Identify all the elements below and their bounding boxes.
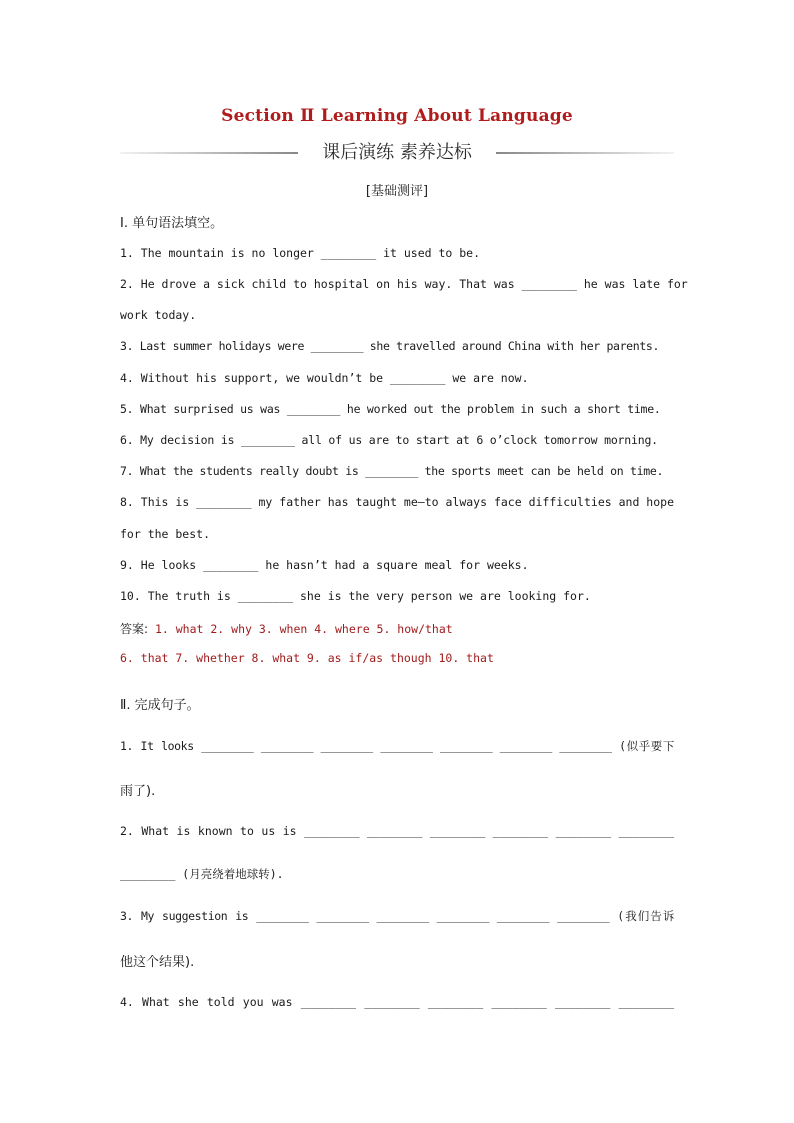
sentence-line: 他这个结果). [120,955,195,970]
banner-rule-right [496,152,674,154]
banner [120,140,674,166]
sentence-line: 雨了). [120,784,156,799]
question-line: 4. Without his support, we wouldn’t be ________ we are now. [120,371,529,385]
question-line: 7. What the students really doubt is ________ the sports meet can be held on time. [120,464,664,478]
banner-text: 课后演练 素养达标 [322,142,472,163]
question-line: for the best. [120,527,211,541]
subhead: [基础测评] [365,184,429,199]
sentence-line: 3. My suggestion is ________ ________ ________ ________ ________ ________ (我们告诉 [120,909,674,923]
question-line: 8. This is ________ my father has taught me—to always face difficulties and hope [120,495,674,509]
question-line: 5. What surprised us was ________ he worked out the problem in such a short time. [120,402,661,416]
answer-line-2: 6. that 7. whether 8. what 9. as if/as though 10. that [120,651,494,665]
question-line: 9. He looks ________ he hasn’t had a square meal for weeks. [120,558,529,572]
question-line: 10. The truth is ________ she is the very person we are looking for. [120,589,591,603]
question-line: 3. Last summer holidays were ________ she travelled around China with her parents. [120,339,660,353]
answer-line-1 [120,620,680,637]
part2-heading: Ⅱ. 完成句子。 [120,698,200,713]
sentence-line: 2. What is known to us is ________ ________ ________ ________ ________ ________ [120,824,674,838]
question-line: 1. The mountain is no longer ________ it used to be. [120,246,481,260]
question-line: 6. My decision is ________ all of us are to start at 6 o’clock tomorrow morning. [120,433,658,447]
question-line: work today. [120,308,197,322]
sentence-line: ________ (月亮绕着地球转). [120,867,284,881]
sentence-line: 1. It looks ________ ________ ________ ________ ________ ________ ________ (似乎要下 [120,739,674,753]
page-title: Section Ⅱ Learning About Language [221,106,573,126]
answer-label: 答案: [120,622,149,636]
answer-text: 1. what 2. why 3. when 4. where 5. how/that [154,622,453,636]
question-line: 2. He drove a sick child to hospital on his way. That was ________ he was late for [120,277,688,291]
sentence-line: 4. What she told you was ________ ________ ________ ________ ________ ________ [120,995,674,1009]
part1-heading: Ⅰ. 单句语法填空。 [120,216,224,231]
